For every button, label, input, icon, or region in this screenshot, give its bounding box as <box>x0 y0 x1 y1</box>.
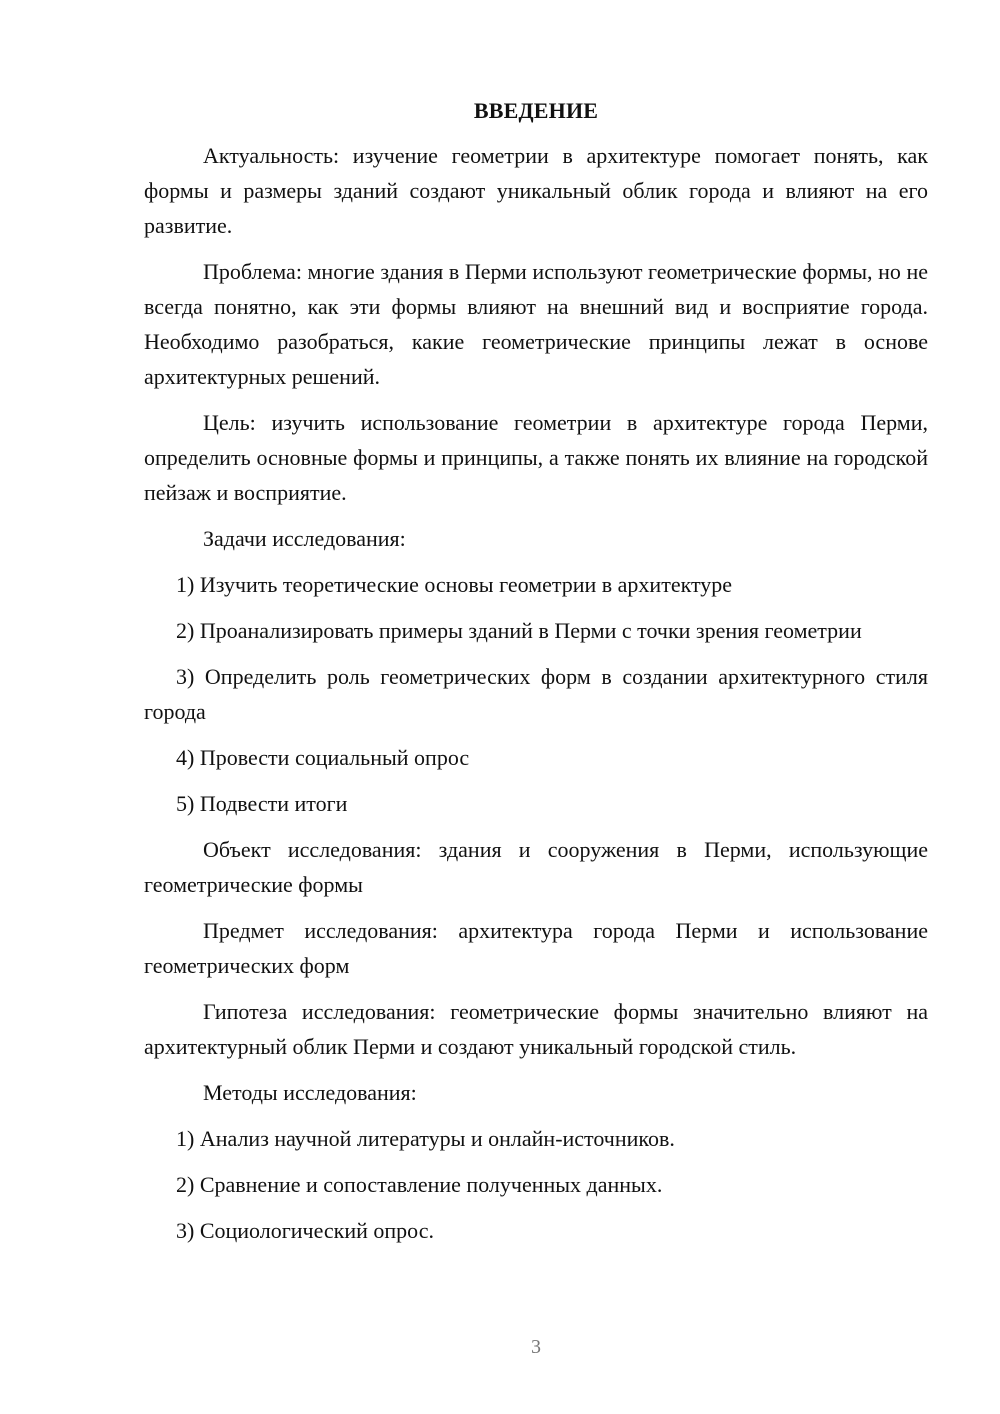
tasks-heading: Задачи исследования: <box>203 526 406 551</box>
list-item-task-4: 4) Провести социальный опрос <box>176 745 470 770</box>
page-title: ВВЕДЕНИЕ <box>473 98 599 123</box>
list-item-task-2: 2) Проанализировать примеры зданий в Перми с точки зрения геометрии <box>176 618 862 643</box>
page-content <box>144 94 928 1259</box>
list-item-method-1: 1) Анализ научной литературы и онлайн-источников. <box>176 1126 675 1151</box>
paragraph-relevance: Актуальность: изучение геометрии в архитектуре помогает понять, как формы и размеры зданий создают уникальный облик города и влияют на его развитие. <box>144 143 928 238</box>
list-item-method-3: 3) Социологический опрос. <box>176 1218 434 1243</box>
paragraph-object: Объект исследования: здания и сооружения в Перми, использующие геометрические формы <box>144 837 928 897</box>
tasks-list <box>144 567 928 821</box>
list-item-task-1: 1) Изучить теоретические основы геометрии в архитектуре <box>176 572 733 597</box>
paragraph-hypothesis: Гипотеза исследования: геометрические формы значительно влияют на архитектурный облик Перми и создают уникальный городской стиль. <box>144 999 928 1059</box>
list-item-method-2: 2) Сравнение и сопоставление полученных данных. <box>176 1172 663 1197</box>
list-item-task-3: 3) Определить роль геометрических форм в создании архитектурного стиля города <box>144 664 928 724</box>
paragraph-goal: Цель: изучить использование геометрии в архитектуре города Перми, определить основные формы и принципы, а также понять их влияние на городской пейзаж и восприятие. <box>144 410 928 505</box>
paragraph-subject: Предмет исследования: архитектура города Перми и использование геометрических форм <box>144 918 928 978</box>
methods-heading: Методы исследования: <box>203 1080 417 1105</box>
page-number: 3 <box>531 1336 541 1358</box>
methods-list <box>144 1121 928 1248</box>
list-item-task-5: 5) Подвести итоги <box>176 791 348 816</box>
paragraph-problem: Проблема: многие здания в Перми используют геометрические формы, но не всегда понятно, как эти формы влияют на внешний вид и восприятие города. Необходимо разобраться, какие геометрические принципы лежат в основе архитектурных решений. <box>144 259 928 389</box>
